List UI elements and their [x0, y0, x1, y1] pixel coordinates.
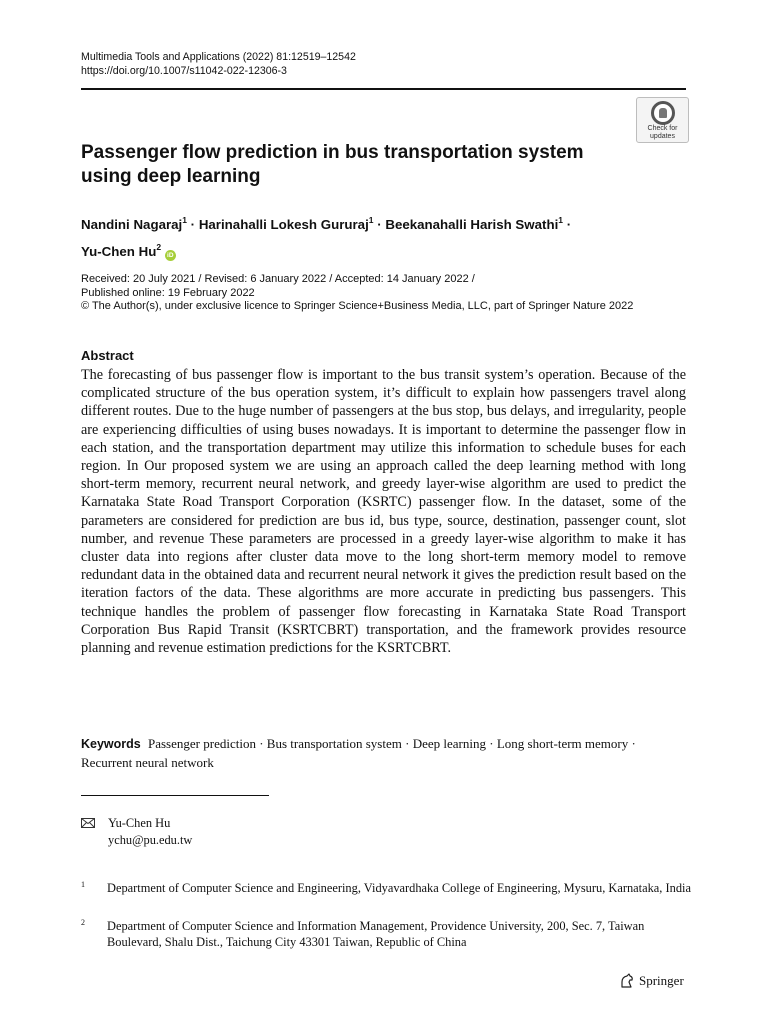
- keyword: Recurrent neural network: [81, 754, 214, 770]
- abstract-heading: Abstract: [81, 348, 134, 363]
- affiliation-number: 2: [81, 918, 85, 927]
- copyright-notice: © The Author(s), under exclusive licence to Springer Science+Business Media, LLC, part of Springer Nature 2022: [81, 300, 634, 312]
- contact-email[interactable]: ychu@pu.edu.tw: [108, 833, 193, 847]
- keyword: Deep learning: [412, 736, 486, 751]
- publisher-name: Springer: [639, 973, 684, 988]
- abstract-text: The forecasting of bus passenger flow is important to the bus transit system’s operation. Because of the complicated structure of the bus operation system, it’s difficult to explain how passengers travel along different routes. Due to the huge number of passengers at the bus stop, bus delays, and irregularity, people are experiencing difficulties of using buses nowadays. It is important to determine the passenger flow in each station, and the transportation department may utilize this information to schedule buses for each region. In Our proposed system we are using an approach called the deep learning method with long short-term memory, recurrent neural network, and greedy layer-wise algorithm are used to predict the Karnataka State Road Transport Corporation (KSRTC) passenger flow. In the dataset, some of the parameters are considered for prediction are bus id, bus type, source, destination, passenger count, slot number, and revenue These parameters are processed in a greedy layer-wise algorithm to make it has cluster data into regions after cluster data move to the long short-term memory model to remove redundant data in the obtained data and recurrent neural network it gives the prediction result based on the iteration factors of the data. These algorithms are more accurate in predicting bus passengers. This technique handles the problem of passenger flow forecasting in Karnataka State Road Transport Corporation Bus Rapid Transit (KSRTCBRT) transportation, and the framework provides resource planning and revenue estimation predictions for the KSRTCBRT.: [81, 367, 686, 657]
- publication-history: Received: 20 July 2021 / Revised: 6 January 2022 / Accepted: 14 January 2022 / Published online: 19 February 2022 © The Author(s), under exclusive licence to Springer Science+Business Media, LLC, part of Springer Nature 2022: [81, 273, 701, 314]
- journal-header: [81, 51, 356, 78]
- publisher-logo: [619, 973, 684, 989]
- received-date: Received: 20 July 2021: [81, 273, 196, 285]
- author-affiliation-mark: 1: [558, 215, 564, 225]
- author-affiliation-mark: 1: [182, 215, 187, 225]
- affiliation-text: Department of Computer Science and Engineering, Vidyavardhaka College of Engineering, Mysuru, Karnataka, India: [107, 881, 691, 895]
- author-affiliation-mark: 2: [156, 242, 162, 252]
- keyword: Long short-term memory: [496, 736, 629, 751]
- keyword: Passenger prediction: [148, 736, 256, 751]
- check-for-updates-badge[interactable]: [636, 97, 689, 143]
- author-affiliation-mark: 1: [368, 215, 374, 225]
- badge-line-2: updates: [650, 132, 675, 140]
- author-name[interactable]: Nandini Nagaraj: [81, 217, 183, 232]
- keyword-separator: ·: [405, 736, 410, 751]
- author-separator: ·: [566, 217, 572, 232]
- doi-link[interactable]: https://doi.org/10.1007/s11042-022-12306-3: [81, 64, 287, 77]
- author-name[interactable]: Beekanahalli Harish Swathi: [385, 217, 559, 232]
- footnote-rule: [81, 795, 269, 796]
- bookmark-icon: [651, 101, 675, 125]
- header-rule: [81, 88, 686, 90]
- revised-date: Revised: 6 January 2022: [204, 273, 327, 285]
- affiliation-number: 1: [81, 880, 85, 889]
- springer-horse-icon: [619, 973, 635, 989]
- accepted-date: Accepted: 14 January 2022: [334, 273, 469, 285]
- badge-line-1: Check for: [647, 125, 678, 132]
- author-separator: ·: [190, 217, 196, 232]
- contact-name: Yu-Chen Hu: [108, 816, 171, 830]
- keyword-separator: ·: [489, 736, 494, 751]
- keyword-separator: ·: [259, 736, 264, 751]
- keywords-label: Keywords: [81, 737, 141, 751]
- author-name[interactable]: Yu-Chen Hu: [81, 244, 157, 259]
- paper-title: Passenger flow prediction in bus transportation system using deep learning: [81, 142, 584, 187]
- keywords: [81, 735, 686, 772]
- published-date: Published online: 19 February 2022: [81, 286, 255, 299]
- author-list: [81, 209, 686, 263]
- keyword-separator: ·: [631, 736, 636, 751]
- orcid-icon[interactable]: iD: [165, 250, 176, 261]
- journal-citation: Multimedia Tools and Applications (2022) 81:12519–12542: [81, 51, 356, 63]
- affiliation-text: Department of Computer Science and Information Management, Providence University, 200, Sec. 7, Taiwan Boulevard, Shalu Dist., Taichung City 43301 Taiwan, Republic of China: [107, 919, 645, 949]
- author-separator: ·: [377, 217, 382, 232]
- author-name[interactable]: Harinahalli Lokesh Gururaj: [198, 217, 369, 232]
- envelope-icon: [81, 818, 95, 828]
- keyword: Bus transportation system: [266, 736, 402, 751]
